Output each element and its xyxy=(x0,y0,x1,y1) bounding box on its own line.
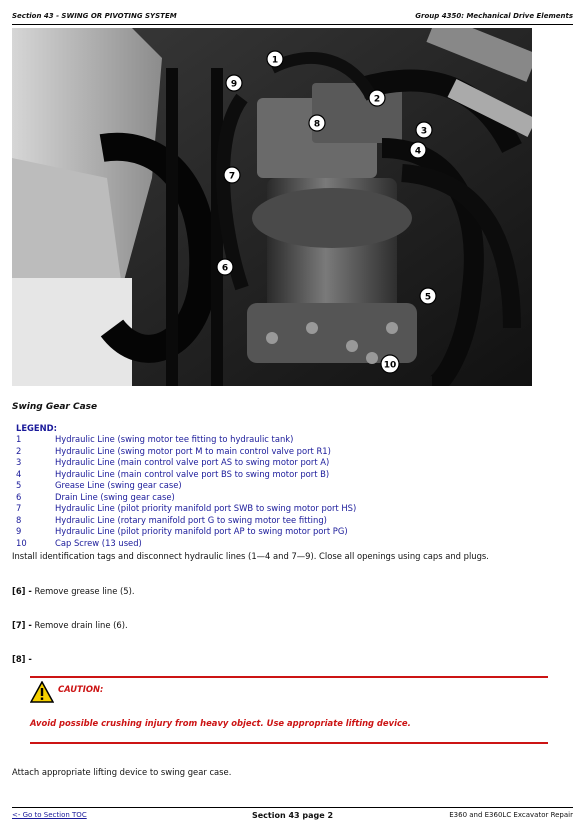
install-instruction: Install identification tags and disconnect hydraulic lines (1—4 and 7—9). Close all openings using caps and plugs. xyxy=(12,551,489,561)
legend-item: 4 Hydraulic Line (main control valve port BS to swing motor port B) xyxy=(16,468,330,479)
legend-item: 10 Cap Screw (13 used) xyxy=(16,537,142,548)
warning-triangle-icon xyxy=(30,681,54,703)
svg-text:2: 2 xyxy=(373,94,381,105)
svg-text:8: 8 xyxy=(313,119,321,130)
page-number: Section 43 page 2 xyxy=(251,811,334,820)
svg-text:9: 9 xyxy=(230,79,238,90)
step-7-text: Remove drain line (6). xyxy=(34,620,128,630)
legend-heading: LEGEND: xyxy=(16,423,57,433)
caution-box xyxy=(30,676,548,744)
step-6 xyxy=(12,586,135,596)
header-divider xyxy=(12,24,573,25)
callout-3 xyxy=(416,122,432,138)
figure-title: Swing Gear Case xyxy=(12,402,98,412)
svg-text:1: 1 xyxy=(271,55,279,66)
section-toc-link[interactable]: <- Go to Section TOC xyxy=(12,811,87,819)
legend-item: 7 Hydraulic Line (pilot priority manifold port SWB to swing motor port HS) xyxy=(16,503,357,513)
manual-title: E360 and E360LC Excavator Repair xyxy=(449,811,573,819)
svg-text:10: 10 xyxy=(383,360,397,371)
legend-item: 3 Hydraulic Line (main control valve port AS to swing motor port A) xyxy=(16,457,330,467)
page-header xyxy=(12,10,573,23)
step-8 xyxy=(12,654,32,664)
step-6-text: Remove grease line (5). xyxy=(34,586,135,596)
lifting-instruction: Attach appropriate lifting device to swing gear case. xyxy=(12,767,232,777)
caution-text: Avoid possible crushing injury from heavy object. Use appropriate lifting device. xyxy=(30,718,411,728)
legend xyxy=(16,423,356,549)
callout-9 xyxy=(226,75,242,91)
legend-item: 6 Drain Line (swing gear case) xyxy=(16,491,175,502)
callout-6 xyxy=(217,259,233,275)
legend-item: 9 Hydraulic Line (pilot priority manifold port AP to swing motor port PG) xyxy=(16,526,348,536)
callout-5 xyxy=(420,288,436,304)
svg-text:3: 3 xyxy=(420,126,428,137)
callout-8 xyxy=(309,115,325,131)
callout-1 xyxy=(267,51,283,67)
svg-text:6: 6 xyxy=(221,263,229,274)
footer-divider xyxy=(12,807,573,808)
step-7 xyxy=(12,620,128,630)
caution-top-rule xyxy=(30,676,548,678)
section-title: Section 43 - SWING OR PIVOTING SYSTEM xyxy=(12,12,177,20)
svg-text:5: 5 xyxy=(424,292,432,303)
swing-gear-case-photo xyxy=(12,28,532,386)
callout-7 xyxy=(224,167,240,183)
callout-10 xyxy=(381,355,399,373)
svg-text:4: 4 xyxy=(414,146,422,157)
callout-4 xyxy=(410,142,426,158)
legend-item: 8 Hydraulic Line (rotary manifold port G to swing motor tee fitting) xyxy=(16,514,327,525)
page-footer xyxy=(12,811,573,825)
legend-item: 5 Grease Line (swing gear case) xyxy=(16,480,182,490)
step-7-number: [7] - xyxy=(12,620,32,630)
caution-bottom-rule xyxy=(30,742,548,744)
legend-item: 1 Hydraulic Line (swing motor tee fitting to hydraulic tank) xyxy=(16,434,294,444)
svg-text:7: 7 xyxy=(228,171,236,182)
legend-item: 2 Hydraulic Line (swing motor port M to main control valve port R1) xyxy=(16,445,331,456)
step-6-number: [6] - xyxy=(12,586,32,596)
callout-2 xyxy=(369,90,385,106)
caution-title: CAUTION: xyxy=(58,684,104,694)
step-8-number: [8] - xyxy=(12,654,32,664)
group-title: Group 4350: Mechanical Drive Elements xyxy=(415,12,573,20)
